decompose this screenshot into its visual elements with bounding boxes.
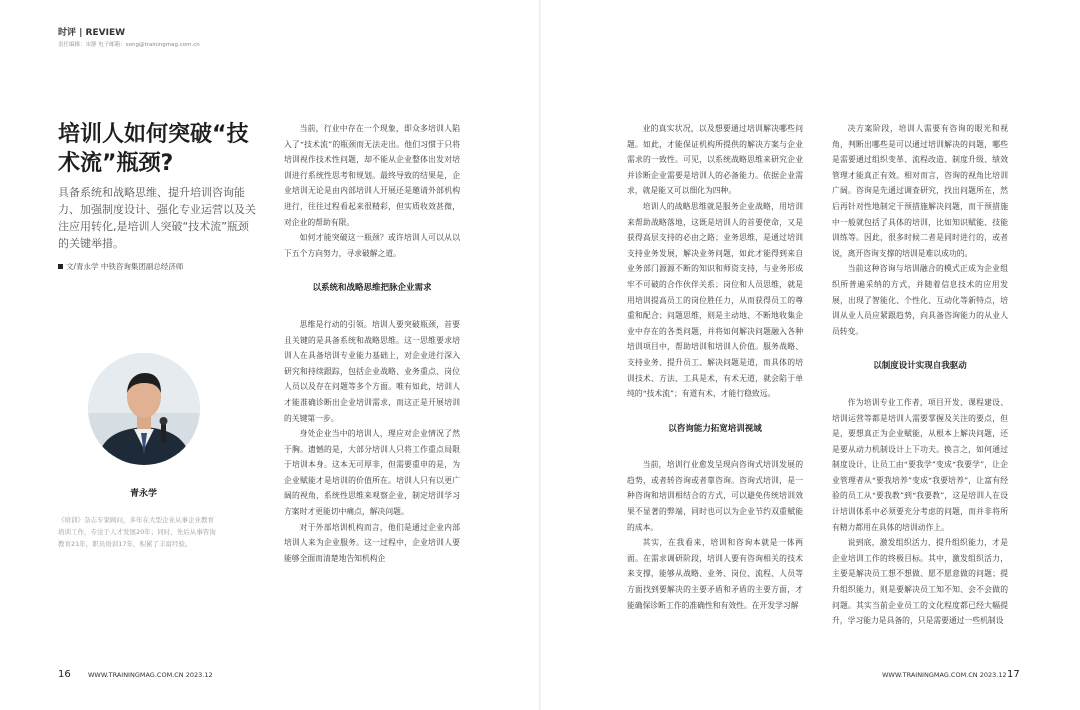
paragraph: 作为培训专业工作者，项目开发、课程建设、培训运营等都是培训人需要掌握及关注的要点，但是，要想真正为企业赋能，从根本上解决问题，还是要从动力机制设计上下功夫。换言之，如何通过制度设计，让员工由“要我学”变成“我要学”，让企业管理者从“要我培养”变成“我要培养”，让富有经验的员工从“要我教”到“我要教”，这是培训人在设计培训体系中必须要充分考虑的问题，而并非将所有精力都用在具体的培训动作上。 xyxy=(832,397,1008,532)
editor-credit: 责任编辑：宋静 电子邮箱：song@trainingmag.com.cn xyxy=(58,42,200,48)
article-column-1 xyxy=(284,121,460,641)
paragraph: 当前这种咨询与培训融合的模式正成为企业组织所普遍采纳的方式，并随着信息技术的应用发展，出现了智能化、个性化、互动化等新特点，培训从业人员应紧跟趋势，向具备咨询能力的从业人员转变。 xyxy=(832,264,1008,336)
paragraph: 说到底，激发组织活力、提升组织能力，才是企业培训工作的终极目标。其中，激发组织活力，主要是解决员工想不想做、愿不愿意做的问题；提升组织能力，则是要解决员工知不知、会不会做的问题。其实当前企业员工的文化程度都已经大幅提升，学习能力是具备的，只是需要通过一些机制设 xyxy=(832,538,1008,626)
footer-site-left: WWW.TRAININGMAG.COM.CN 2023.12 xyxy=(88,671,213,679)
byline-text: 文/青永学 中铁咨询集团副总经济师 xyxy=(66,262,184,271)
paragraph: 决方案阶段，培训人需要有咨询的眼光和视角，判断出哪些是可以通过培训解决的问题，哪些是需要通过组织变革、流程改造、制度升级、绩效管理才能真正有效。相对而言，咨询的视角比培训广阔。咨询是先通过调查研究，找出问题所在，然后再针对性地制定干预措施解决问题，而干预措施中一般就包括了具体的培训，比如知识赋能、技能训练等。因此，很多时候二者是同时进行的，或者说，离开咨询支撑的培训是难以成功的。 xyxy=(832,124,1008,258)
byline xyxy=(58,261,183,272)
article-column-3 xyxy=(832,121,1008,641)
paragraph: 对于外部培训机构而言，他们是通过企业内部培训人来为企业服务。这一过程中，企业培训人要能够全面而清楚地告知机构企 xyxy=(284,522,460,563)
section-heading: 以咨询能力拓宽培训视域 xyxy=(668,423,762,434)
section-heading: 以制度设计实现自我驱动 xyxy=(873,361,967,372)
paragraph: 业的真实状况，以及想要通过培训解决哪些问题。如此，才能保证机构所提供的解决方案与企业需求的一致性。可见，以系统战略思维来研究企业并诊断企业需要是培训人的必备能力。依据企业需求，就是能又可以细化为四种。 xyxy=(627,124,803,196)
paragraph: 身处企业当中的培训人，理应对企业情况了然于胸。遗憾的是，大部分培训人只将工作重点局限于培训本身。这本无可厚非，但需要重申的是，为企业赋能才是培训的价值所在。培训人只有以更广阔的视角，系统性思维来观察企业，制定培训学习方案时才更能切中痛点，解决问题。 xyxy=(284,429,460,517)
author-photo xyxy=(88,353,200,465)
section-header xyxy=(58,25,200,48)
author-portrait-image xyxy=(88,353,200,465)
paragraph: 当前，培训行业愈发呈现向咨询式培训发展的趋势，或者转咨询或者靠咨询。咨询式培训，是一种咨询和培训相结合的方式，可以避免传统培训效果不显著的弊端，同时也可以为企业节约双重赋能的成本。 xyxy=(627,460,803,532)
paragraph: 当前，行业中存在一个现象，即众多培训人陷入了“技术流”的瓶颈而无法走出。他们习惯于只将培训视作技术性问题，却不能从企业整体出发对培训进行系统性思考和规划。最终导致的结果是，企业培训无论是由内部培训人开展还是邀请外部机构进行，往往过程看起来很精彩，但实质收效甚微，对企业的帮助有限。 xyxy=(284,124,460,227)
footer-site-right: WWW.TRAININGMAG.COM.CN 2023.12 xyxy=(882,671,1007,679)
article-column-2 xyxy=(627,121,803,641)
section-heading: 以系统和战略思维把脉企业需求 xyxy=(312,283,432,294)
author-bio: 《培训》杂志专家顾问，多年在大型企业从事企业教育培训工作，专注于人才发展20年；同时，先后从事咨询教育21年，职员培训17年，积累了丰富经验。 xyxy=(58,516,216,548)
article-subtitle: 具备系统和战略思维、提升培训咨询能力、加强制度设计、强化专业运营以及关注应用转化,是培训人突破“技术流”瓶颈的关键举措。 xyxy=(58,186,256,250)
square-bullet-icon xyxy=(58,264,63,269)
paragraph: 思维是行动的引领。培训人要突破瓶颈，首要且关键的是具备系统和战略思维。这一思维要求培训人在具备培训专业能力基础上，对企业进行深入研究和持续跟踪，包括企业战略、业务重点、岗位人员以及存在问题等多个方面。唯有如此，培训人才能准确诊断出企业培训需求，而这正是开展培训的关键第一步。 xyxy=(284,319,460,423)
author-name: 青永学 xyxy=(129,489,157,499)
page-number-left: 16 xyxy=(58,669,71,680)
page-spine xyxy=(539,0,541,710)
paragraph: 培训人的战略思维就是服务企业战略，用培训来帮助战略落地，这既是培训人的首要使命，又是获得高层支持的必由之路；业务思维，是通过培训支持业务发展，解决业务问题，如此才能得到来自业务部门源源不断的知识和师资支持，与业务形成牢不可破的合作伙伴关系；岗位和人员思维，就是用培训提高员工的岗位胜任力，从而获得员工的尊重和配合；问题思维，则是主动地、不断地收集企业中存在的各类问题，并将如何解决问题融入各种培训项目中，帮助培训和培训人价值。服务战略、支持业务、提升员工、解决问题是道，而具体的培训技术、方法、工具是术，有术无道，就会陷于单纯的“技术流”；有道有术，才能行稳致远。 xyxy=(627,201,803,399)
page-number-right: 17 xyxy=(1007,669,1020,680)
section-label: 时评 | REVIEW xyxy=(58,28,126,38)
paragraph: 其实，在我看来，培训和咨询本就是一体两面。在需求调研阶段，培训人要有咨询相关的技术来支撑，能够从战略、业务、岗位、流程、人员等方面找到要解决的主要矛盾和矛盾的主要方面，才能确保诊断工作的准确性和有效性。在开发学习解 xyxy=(627,538,803,610)
paragraph: 如何才能突破这一瓶颈？或许培训人可以从以下五个方向努力，寻求破解之道。 xyxy=(284,233,460,258)
article-title: 培训人如何突破“技术流”瓶颈? xyxy=(58,122,249,176)
